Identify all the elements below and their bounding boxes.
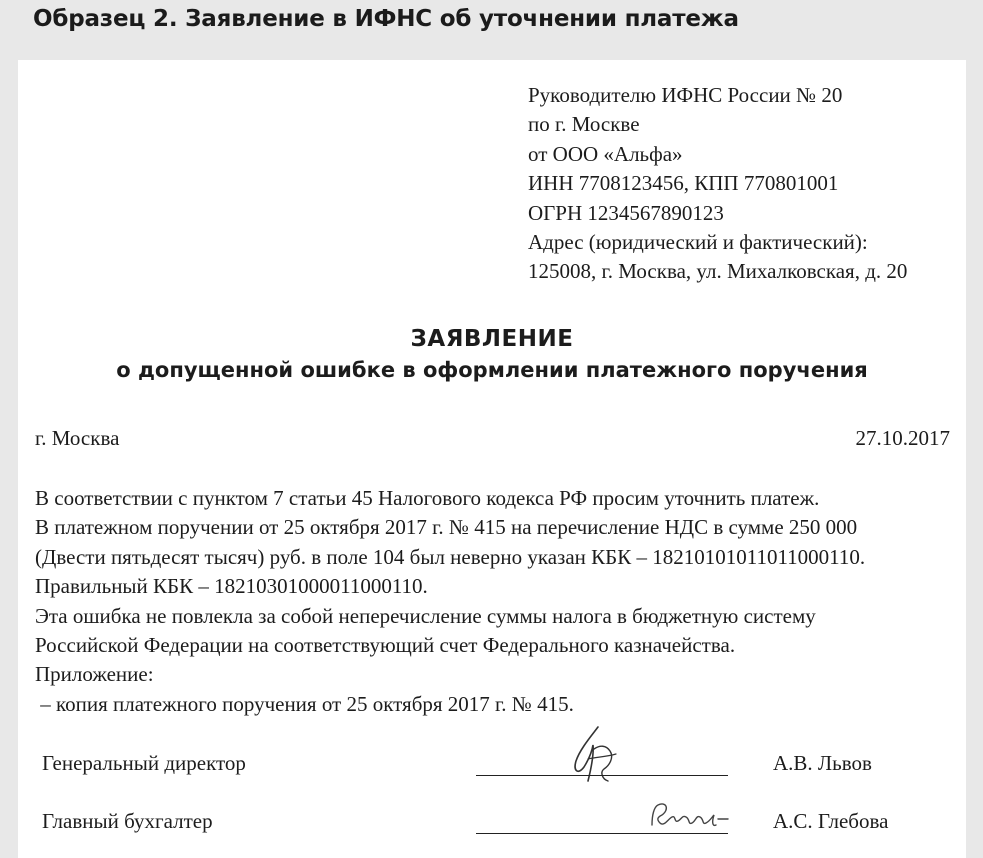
addressee-line: 125008, г. Москва, ул. Михалковская, д. 20 [528,259,908,284]
document-heading: Образец 2. Заявление в ИФНС об уточнении платежа [33,6,739,32]
body-line: В платежном поручении от 25 октября 2017 г. № 415 на перечисление НДС в сумме 250 000 [35,515,858,540]
body-line: Российской Федерации на соответствующий счет Федерального казначейства. [35,632,736,657]
accountant-signature-image [646,797,736,837]
document-title: ЗАЯВЛЕНИЕ [410,326,574,352]
signature-row-director [18,751,966,781]
document-date: 27.10.2017 [855,426,950,450]
addressee-line: Адрес (юридический и фактический): [528,229,868,254]
signer-role: Генеральный директор [42,751,246,775]
body-line: В соответствии с пунктом 7 статьи 45 Налогового кодекса РФ просим уточнить платеж. [35,486,820,510]
addressee-line: Руководителю ИФНС России № 20 [528,83,843,107]
signer-name: А.В. Львов [773,751,872,775]
document-sheet [18,60,966,858]
body-line: Эта ошибка не повлекла за собой неперечисление суммы налога в бюджетную систему [35,603,816,628]
addressee-line: ОГРН 1234567890123 [528,200,724,225]
document-subtitle: о допущенной ошибке в оформлении платежного поручения [116,358,868,382]
signer-name: А.С. Глебова [773,809,889,833]
addressee-line: от ООО «Альфа» [528,141,683,166]
accountant-signature-line [476,833,728,834]
document-place: г. Москва [35,426,120,450]
signer-role: Главный бухгалтер [42,809,213,833]
addressee-block [528,81,907,287]
addressee-line: ИНН 7708123456, КПП 770801001 [528,171,839,196]
body-line: – копия платежного поручения от 25 октября 2017 г. № 415. [35,691,574,716]
director-signature-line [476,775,728,776]
signature-row-accountant [18,809,966,839]
document-body [35,484,865,719]
body-line: (Двести пятьдесят тысяч) руб. в поле 104 был неверно указан КБК – 18210101011011000110. [35,544,866,569]
addressee-line: по г. Москве [528,112,640,137]
body-line: Приложение: [35,662,154,687]
body-line: Правильный КБК – 18210301000011000110. [35,574,428,599]
director-signature-image [558,721,638,791]
